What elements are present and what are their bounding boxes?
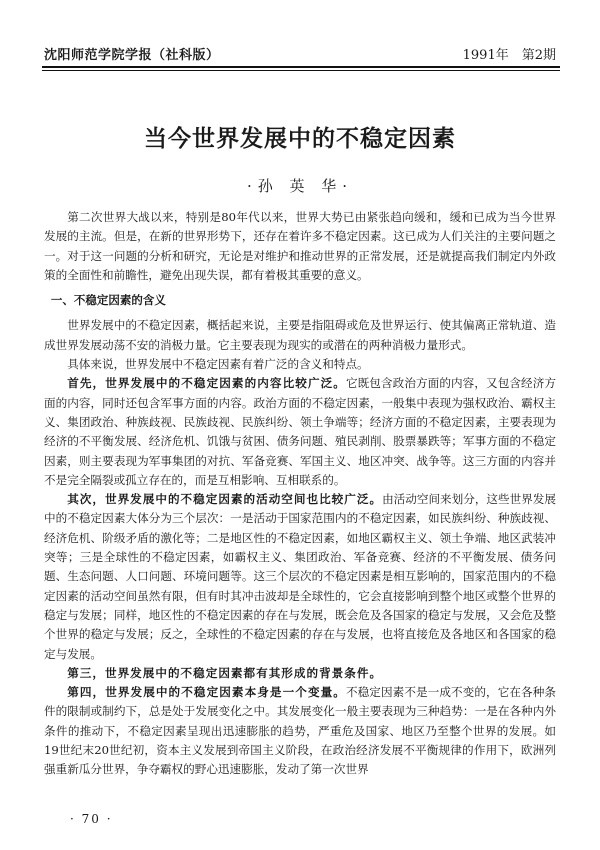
header-rule xyxy=(42,66,560,71)
running-header xyxy=(42,40,558,64)
article-author: ·孙 英 华· xyxy=(246,177,354,195)
paragraph-first-text: 它既包含政治方面的内容，又包含经济方面的内容，同时还包含军事方面的内容。政治方面的不稳定因素，一般集中表现为强权政治、霸权主义、集团政治、种族歧视、民族歧视、民族纠纷、领土争端等；经济方面的不稳定因素，主要表现为经济的不平衡发展、经济危机、饥饿与贫困、债务问题、殖民剥削、股票暴跌等；军事方面的不稳定因素，则主要表现为军事集团的对抗、军备竞赛、军国主义、地区冲突、战争等。这三方面的内容并不是完全隔裂或孤立存在的，而是互相影响、互相联系的。 xyxy=(44,376,556,487)
paragraph-specifics: 具体来说，世界发展中不稳定因素有着广泛的含义和特点。 xyxy=(67,357,369,372)
paragraph-definition: 世界发展中的不稳定因素，概括起来说，主要是指阻碍或危及世界运行、使其偏离正常轨道、造成世界发展动荡不安的消极力量。它主要表现为现实的或潜在的两种消极力量形式。 xyxy=(44,318,556,352)
article-title: 当今世界发展中的不稳定因素 xyxy=(144,126,456,152)
paragraph-fourth-lead: 第四，世界发展中的不稳定因素本身是一个变量。 xyxy=(67,685,346,700)
paragraph-fourth-text: 不稳定因素不是一成不变的，它在各种条件的限制或制约下，总是处于发展变化之中。其发展变化一般主要表现为三种趋势：一是在各种内外条件的推动下，不稳定因素呈现出迅速膨胀的趋势，严重危及国家、地区乃至整个世界的发展。如19世纪末20世纪初，资本主义发展到帝国主义阶段，在政治经济发展不平衡规律的作用下，欧洲列强重新瓜分世界，争夺霸权的野心迅速膨胀，发动了第一次世界 xyxy=(44,685,556,777)
intro-paragraph: 第二次世界大战以来，特别是80年代以来，世界大势已由紧张趋向缓和，缓和已成为当今世界发展的主流。但是，在新的世界形势下，还存在着许多不稳定因素。这已成为人们关注的主要问题之一。对于这一问题的分析和研究，无论是对维护和推动世界的正常发展，还是就提高我们制定内外政策的全面性和前瞻性，避免出现失误，都有着极其重要的意义。 xyxy=(44,210,556,282)
paragraph-second-text: 由活动空间来划分，这些世界发展中的不稳定因素大体分为三个层次：一是活动于国家范围内的不稳定因素，如民族纠纷、种族歧视、经济危机、阶级矛盾的激化等；二是地区性的不稳定因素，如地区霸权主义、领土争端、地区武装冲突等；三是全球性的不稳定因素，如霸权主义、集团政治、军备竞赛、经济的不平衡发展、债务问题、生态问题、人口问题、环境问题等。这三个层次的不稳定因素是相互影响的，国家范围内的不稳定因素的活动空间虽然有限，但有时其冲击波却是全球性的，它会直接影响到整个地区或整个世界的稳定与发展；同样，地区性的不稳定因素的存在与发展，既会危及各国家的稳定与发展，又会危及整个世界的稳定与发展；反之，全球性的不稳定因素的存在与发展，也将直接危及各地区和各国家的稳定与发展。 xyxy=(44,492,556,661)
section-heading: 一、不稳定因素的含义 xyxy=(50,293,166,308)
issue-label: 1991年 第2期 xyxy=(462,48,556,63)
paragraph-fourth xyxy=(44,683,556,779)
paragraph-third xyxy=(44,664,556,683)
paragraph-first xyxy=(44,374,556,490)
paragraph-second-lead: 其次，世界发展中的不稳定因素的活动空间也比较广泛。 xyxy=(67,492,383,507)
article-body xyxy=(44,208,556,780)
paragraph-first-lead: 首先，世界发展中的不稳定因素的内容比较广泛。 xyxy=(67,376,346,391)
paragraph-third-lead: 第三，世界发展中的不稳定因素都有其形成的背景条件。 xyxy=(67,665,383,680)
paragraph-second xyxy=(44,490,556,664)
journal-name: 沈阳师范学院学报（社科版） xyxy=(44,48,220,63)
page-number: · 70 · xyxy=(70,812,113,826)
